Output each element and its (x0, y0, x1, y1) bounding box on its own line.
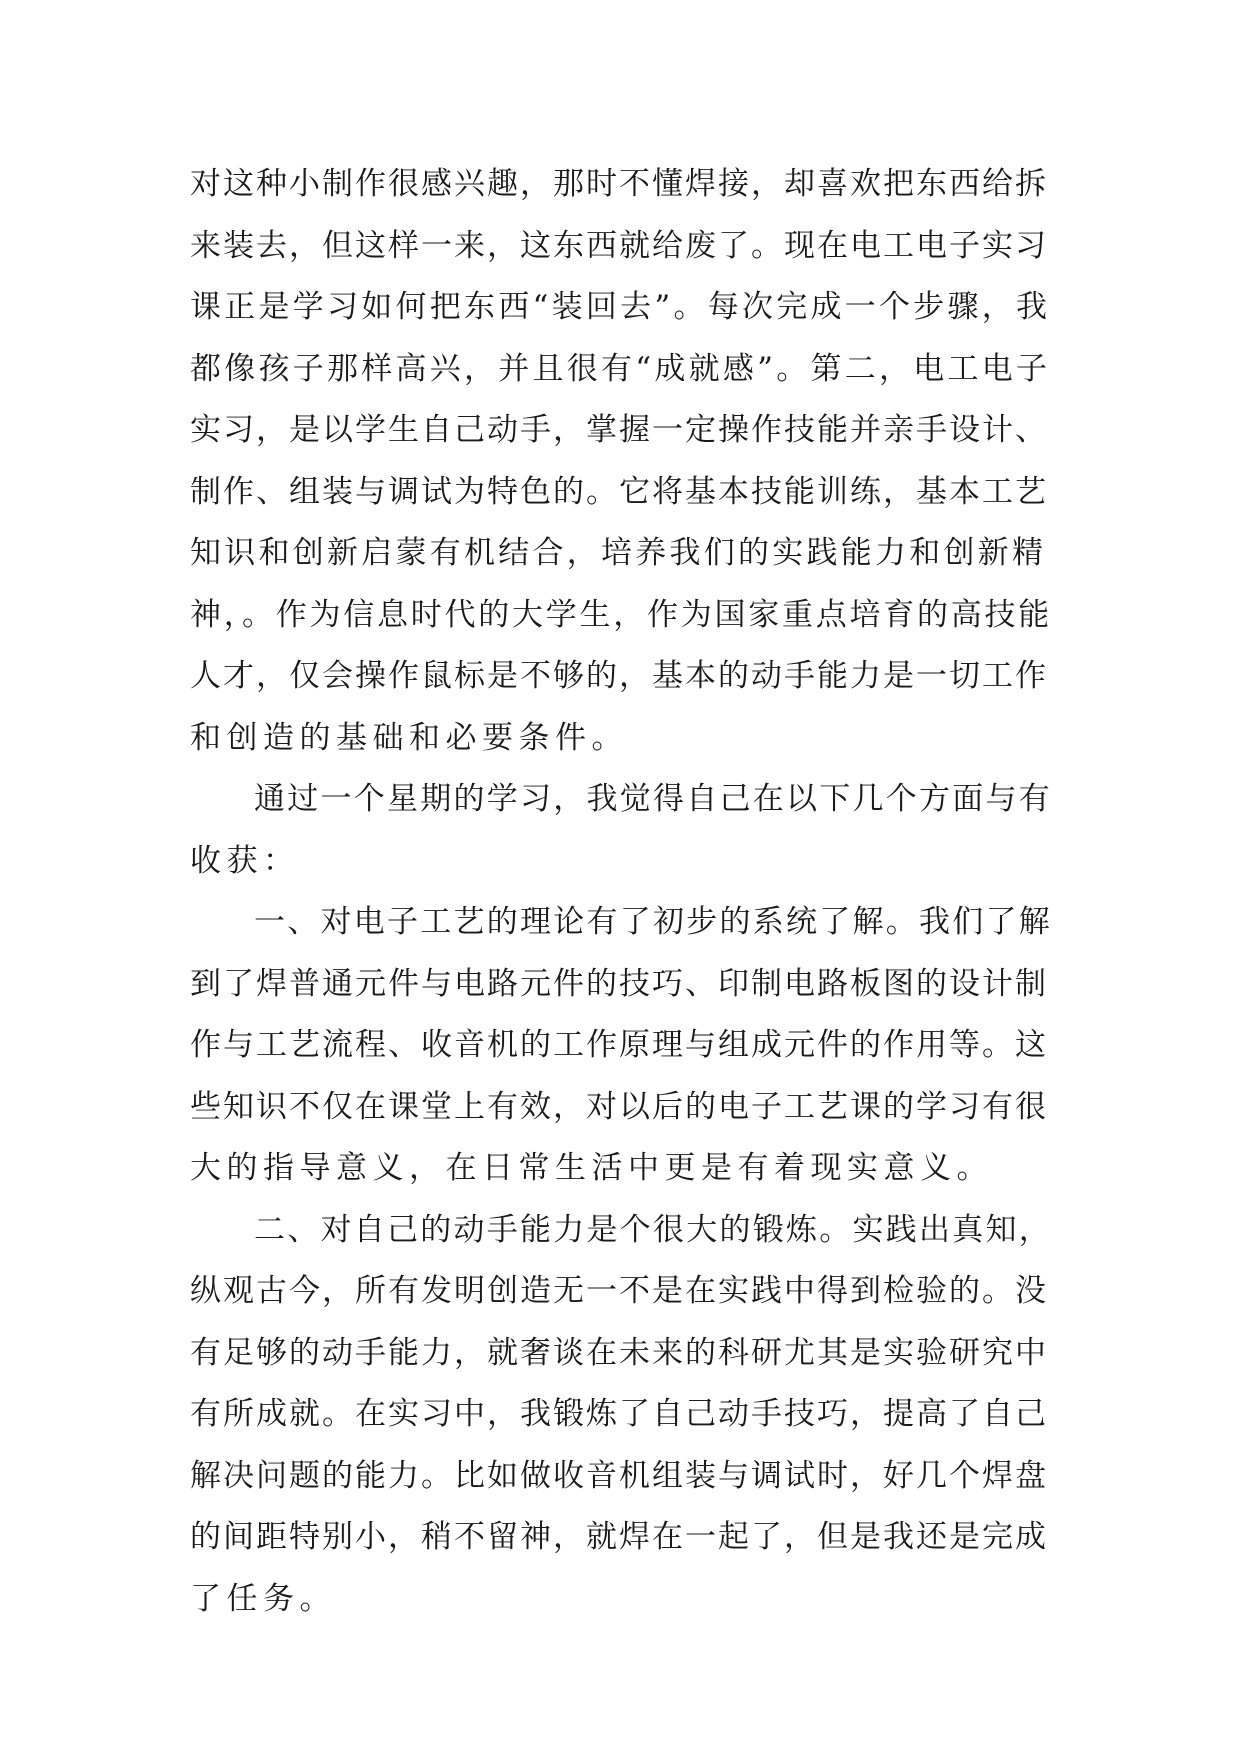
text-line: 有所成就。在实习中，我锻炼了自己动手技巧，提高了自己 (190, 1396, 1048, 1432)
text-line: 的间距特别小，稍不留神，就焊在一起了，但是我还是完成 (190, 1519, 1048, 1555)
text-line: 人才，仅会操作鼠标是不够的，基本的动手能力是一切工作 (190, 658, 1048, 694)
text-line: 些知识不仅在课堂上有效，对以后的电子工艺课的学习有很 (190, 1088, 1048, 1125)
text-line: 到了焊普通元件与电路元件的技巧、印制电路板图的设计制 (190, 965, 1048, 1002)
text-line: 解决问题的能力。比如做收音机组装与调试时，好几个焊盘 (190, 1457, 1048, 1494)
text-line: 有足够的动手能力，就奢谈在未来的科研尤其是实验研究中 (190, 1334, 1048, 1371)
text-line: 大的指导意义，在日常生活中更是有着现实意义。 (190, 1150, 993, 1186)
text-line: 制作、组装与调试为特色的。它将基本技能训练，基本工艺 (190, 473, 1048, 510)
text-line: 了任务。 (190, 1580, 336, 1617)
text-line: 纵观古今，所有发明创造无一不是在实践中得到检验的。没 (190, 1273, 1048, 1309)
text-line: 都像孩子那样高兴，并且很有“成就感”。第二，电工电子 (190, 350, 1051, 387)
text-line: 对这种小制作很感兴趣，那时不懂焊接，却喜欢把东西给拆 (190, 166, 1048, 202)
paragraph-first-line: 二、对自己的动手能力是个很大的锻炼。实践出真知， (254, 1211, 1052, 1248)
text-line: 和创造的基础和必要条件。 (190, 719, 628, 756)
text-line: 课正是学习如何把东西“装回去”。每次完成一个步骤，我 (190, 289, 1051, 325)
text-line: 来装去，但这样一来，这东西就给废了。现在电工电子实习 (190, 227, 1048, 264)
text-line: 实习，是以学生自己动手，掌握一定操作技能并亲手设计、 (190, 412, 1048, 448)
text-line: 作与工艺流程、收音机的工作原理与组成元件的作用等。这 (190, 1027, 1048, 1063)
text-line: 神，。作为信息时代的大学生，作为国家重点培育的高技能 (190, 596, 1052, 633)
text-line: 收获： (190, 842, 300, 879)
text-line: 知识和创新启蒙有机结合，培养我们的实践能力和创新精 (190, 535, 1047, 571)
paragraph-first-line: 通过一个星期的学习，我觉得自己在以下几个方面与有 (254, 781, 1052, 817)
document-body (190, 154, 1052, 1630)
paragraph-first-line: 一、对电子工艺的理论有了初步的系统了解。我们了解 (254, 904, 1052, 940)
